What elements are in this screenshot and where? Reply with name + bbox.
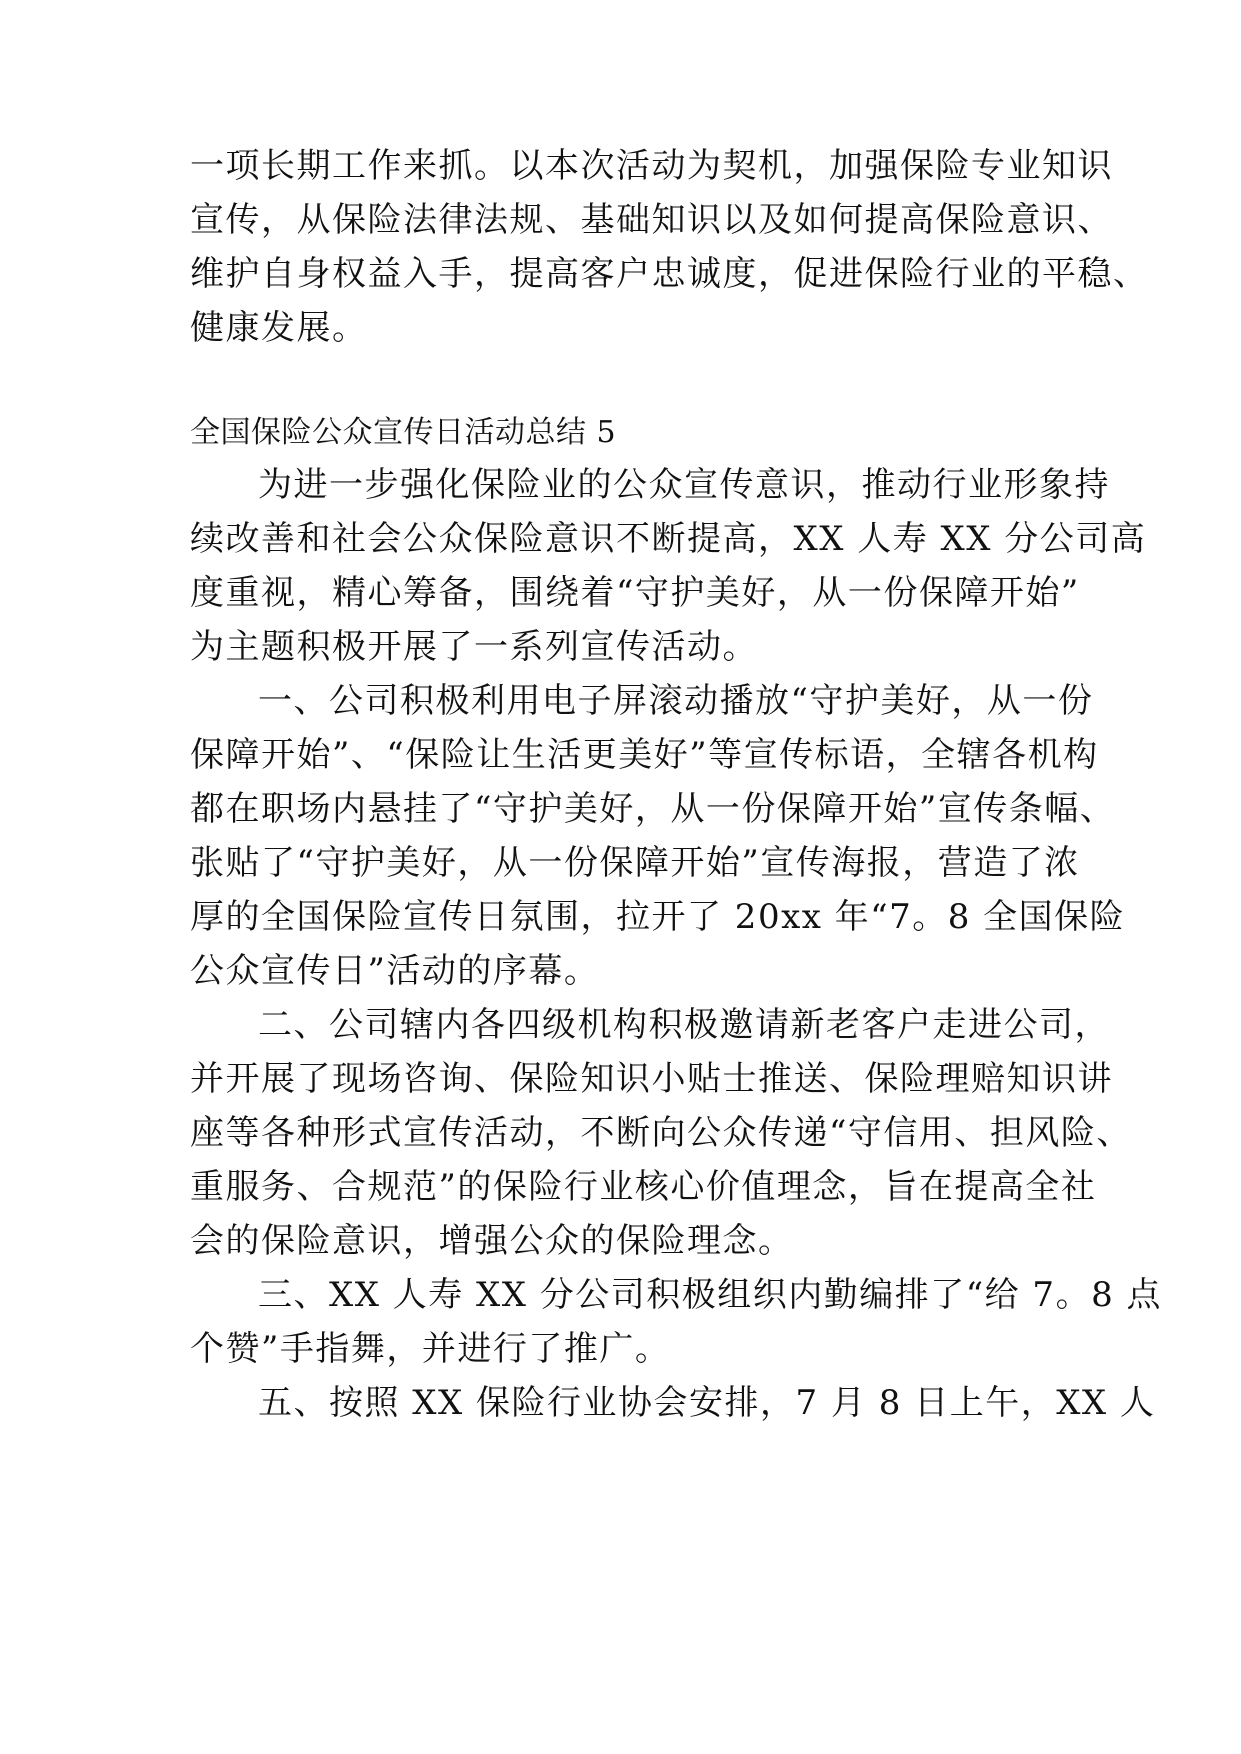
paragraph-line: 宣传，从保险法律法规、基础知识以及如何提高保险意识、 bbox=[190, 200, 1113, 240]
paragraph-line: 五、按照 XX 保险行业协会安排，7 月 8 日上午，XX 人 bbox=[258, 1383, 1156, 1423]
paragraph-line: 公众宣传日”活动的序幕。 bbox=[190, 951, 600, 991]
paragraph-line: 度重视，精心筹备，围绕着“守护美好，从一份保障开始” bbox=[190, 573, 1080, 613]
paragraph-line: 三、XX 人寿 XX 分公司积极组织内勤编排了“给 7。8 点 bbox=[258, 1275, 1163, 1315]
section-heading: 全国保险公众宣传日活动总结 5 bbox=[190, 415, 617, 450]
paragraph-line: 个赞”手指舞，并进行了推广。 bbox=[190, 1329, 671, 1369]
paragraph-line: 一项长期工作来抓。以本次活动为契机，加强保险专业知识 bbox=[190, 146, 1113, 186]
paragraph-line: 厚的全国保险宣传日氛围，拉开了 20xx 年“7。8 全国保险 bbox=[190, 897, 1126, 937]
paragraph-line: 座等各种形式宣传活动，不断向公众传递“守信用、担风险、 bbox=[190, 1113, 1132, 1153]
paragraph-line: 会的保险意识，增强公众的保险理念。 bbox=[190, 1221, 794, 1261]
paragraph-line: 健康发展。 bbox=[190, 308, 368, 348]
paragraph-line: 一、公司积极利用电子屏滚动播放“守护美好，从一份 bbox=[258, 681, 1094, 721]
paragraph-line: 二、公司辖内各四级机构积极邀请新老客户走进公司， bbox=[258, 1005, 1110, 1045]
paragraph-line: 为进一步强化保险业的公众宣传意识，推动行业形象持 bbox=[258, 465, 1110, 505]
paragraph-line: 张贴了“守护美好，从一份保障开始”宣传海报，营造了浓 bbox=[190, 843, 1080, 883]
paragraph-line: 重服务、合规范”的保险行业核心价值理念，旨在提高全社 bbox=[190, 1167, 1097, 1207]
paragraph-line: 为主题积极开展了一系列宣传活动。 bbox=[190, 627, 758, 667]
paragraph-line: 并开展了现场咨询、保险知识小贴士推送、保险理赔知识讲 bbox=[190, 1059, 1113, 1099]
paragraph-line: 维护自身权益入手，提高客户忠诚度，促进保险行业的平稳、 bbox=[190, 254, 1149, 294]
paragraph-line: 都在职场内悬挂了“守护美好，从一份保障开始”宣传条幅、 bbox=[190, 789, 1116, 829]
paragraph-line: 续改善和社会公众保险意识不断提高，XX 人寿 XX 分公司高 bbox=[190, 519, 1147, 559]
paragraph-line: 保障开始”、“保险让生活更美好”等宣传标语，全辖各机构 bbox=[190, 735, 1099, 775]
